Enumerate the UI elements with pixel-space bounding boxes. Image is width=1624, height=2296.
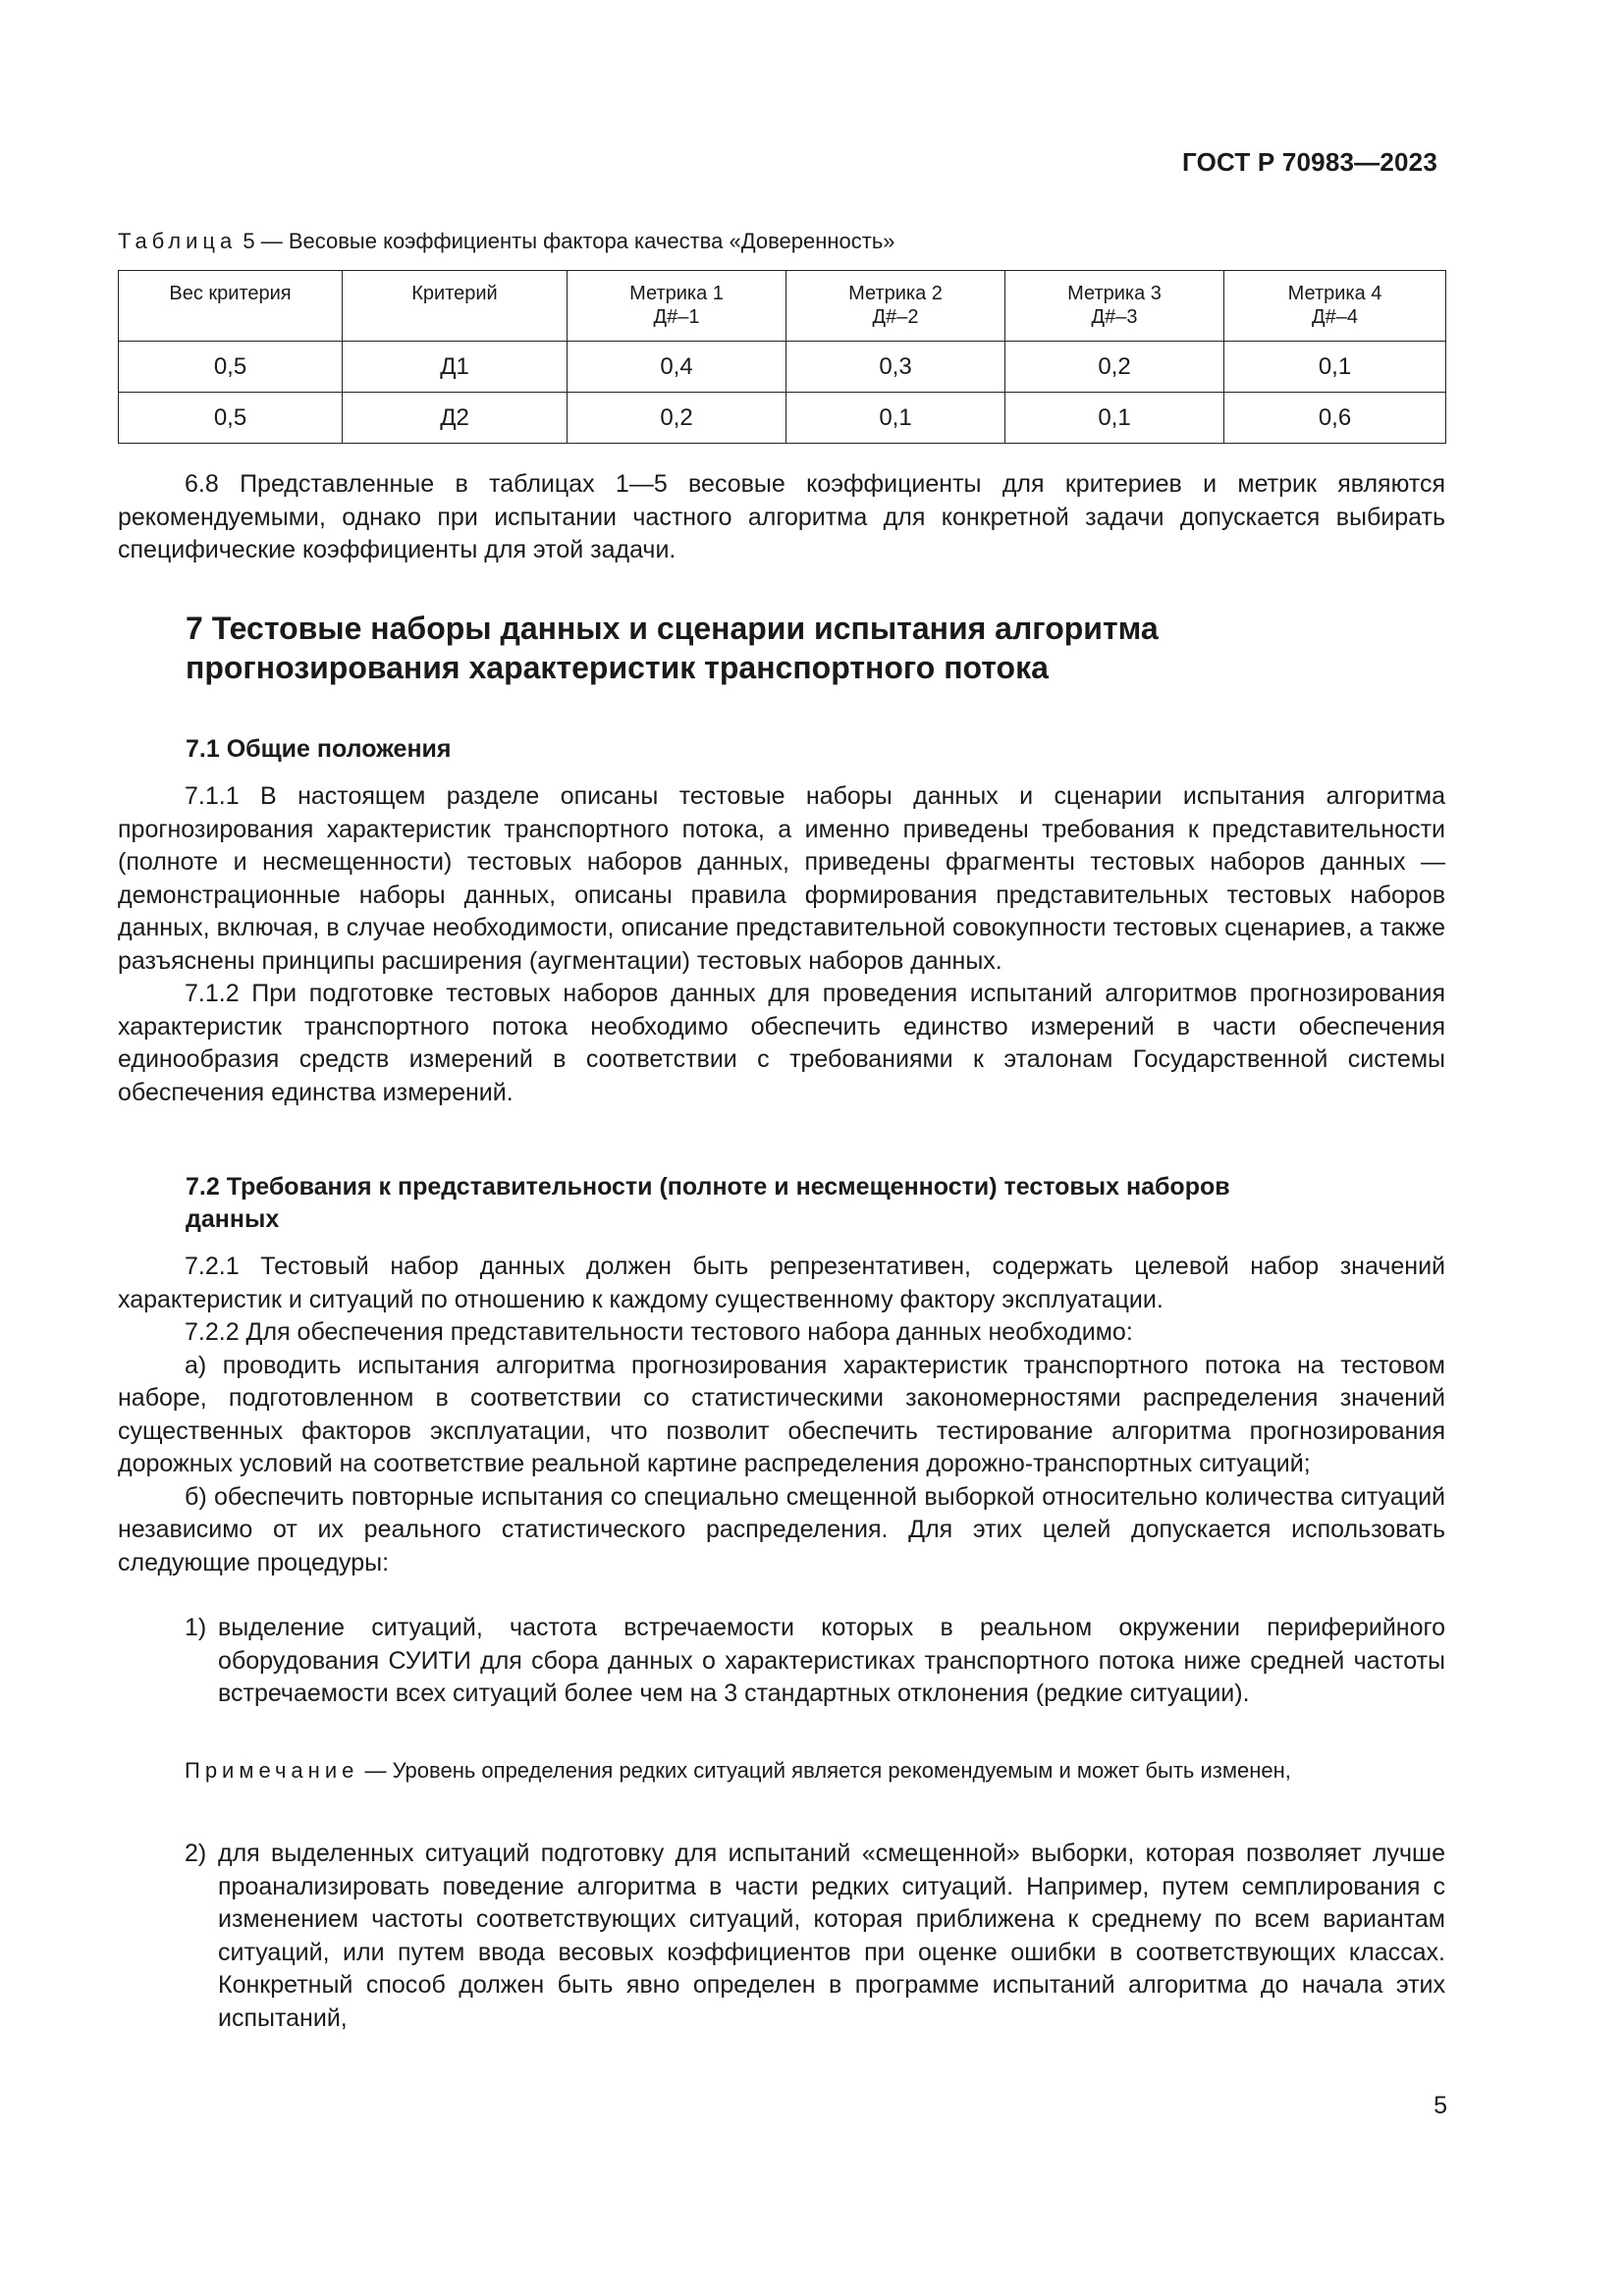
note-text: — Уровень определения редких ситуаций является рекомендуемым и может быть изменен,: [358, 1758, 1291, 1783]
section-7-2-body: [118, 1251, 1445, 1579]
table-cell: 0,6: [1224, 393, 1446, 444]
list-item-1: [185, 1612, 1445, 1711]
section-7-title: 7 Тестовые наборы данных и сценарии испытания алгоритма прогнозирования характеристик транспортного потока: [186, 611, 1159, 685]
paragraph-item-b: б) обеспечить повторные испытания со специально смещенной выборкой относительно количества ситуаций независимо от их реального статистического распределения. Для этих целей допускается использовать следующие процедуры:: [118, 1482, 1445, 1576]
table-cell: 0,1: [1224, 342, 1446, 393]
table-row: [119, 393, 1446, 444]
list-item-text: выделение ситуаций, частота встречаемости которых в реальном окружении периферийного оборудования СУИТИ для сбора данных о характеристиках транспортного потока ниже средней частоты встречаемости всех ситуаций более чем на 3 стандартных отклонения (редкие ситуации).: [218, 1614, 1445, 1707]
table-cell: Д2: [343, 393, 568, 444]
column-header-metric-3: Метрика 3 Д#–3: [1005, 271, 1224, 342]
paragraph-6-8: 6.8 Представленные в таблицах 1—5 весовые коэффициенты для критериев и метрик являются рекомендуемыми, однако при испытании частного алгоритма для конкретной задачи допускается выбирать специфические коэффициенты для этой задачи.: [118, 470, 1445, 563]
table-cell: 0,3: [786, 342, 1005, 393]
paragraph-7-1-2: 7.1.2 При подготовке тестовых наборов данных для проведения испытаний алгоритмов прогнозирования характеристик транспортного потока необходимо обеспечить единство измерений в части обеспечения единообразия средств измерений в соответствии с требованиями к эталонам Государственной системы обеспечения единства измерений.: [118, 980, 1445, 1106]
table-header-row: [119, 271, 1446, 342]
table-caption-label: Таблица: [118, 229, 238, 253]
paragraph-7-2-1: 7.2.1 Тестовый набор данных должен быть репрезентативен, содержать целевой набор значений характеристик и ситуаций по отношению к каждому существенному фактору эксплуатации.: [118, 1253, 1445, 1313]
table-cell: 0,5: [119, 393, 343, 444]
column-header-weight: Вес критерия: [119, 271, 343, 342]
table-cell: 0,2: [568, 393, 786, 444]
section-7-2-title: 7.2 Требования к представительности (полноте и несмещенности) тестовых наборов данных: [186, 1173, 1230, 1233]
paragraph-7-2-2: 7.2.2 Для обеспечения представительности тестового набора данных необходимо:: [185, 1318, 1133, 1346]
table-cell: 0,1: [1005, 393, 1224, 444]
paragraph-6-8-block: [118, 468, 1445, 567]
note-label: Примечание: [185, 1758, 359, 1783]
note: [118, 1756, 1445, 1786]
paragraph-7-1-1: 7.1.1 В настоящем разделе описаны тестовые наборы данных и сценарии испытания алгоритма прогнозирования характеристик транспортного потока, а именно приведены требования к представительности (полноте и несмещенности) тестовых наборов данных, приведены фрагменты тестовых наборов данных — демонстрационные наборы данных, описаны правила формирования представительных тестовых наборов данных, включая, в случае необходимости, описание представительной совокупности тестовых сценариев, а также разъяснены принципы расширения (аугментации) тестовых наборов данных.: [118, 782, 1445, 975]
column-header-metric-1: Метрика 1 Д#–1: [568, 271, 786, 342]
column-header-criterion: Критерий: [343, 271, 568, 342]
weights-table: [118, 270, 1446, 444]
table-caption-text: 5 — Весовые коэффициенты фактора качества «Доверенность»: [237, 229, 895, 253]
paragraph-item-a: а) проводить испытания алгоритма прогнозирования характеристик транспортного потока на тестовом наборе, подготовленном в соответствии со статистическими закономерностями распределения значений существенных факторов эксплуатации, что позволит обеспечить тестирование алгоритма прогнозирования дорожных условий на соответствие реальной картине распределения дорожно-транспортных ситуаций;: [118, 1351, 1445, 1477]
list-item-number: 1): [185, 1614, 207, 1641]
table-cell: Д1: [343, 342, 568, 393]
page-number: 5: [1434, 2092, 1447, 2119]
table-cell: 0,4: [568, 342, 786, 393]
table-cell: 0,1: [786, 393, 1005, 444]
table-cell: 0,5: [119, 342, 343, 393]
list-item-text: для выделенных ситуаций подготовку для испытаний «смещенной» выборки, которая позволяет лучше проанализировать поведение алгоритма в части редких ситуаций. Например, путем семплирования с изменением частоты соответствующих ситуаций, которая приближена к среднему по всем вариантам ситуаций, или путем ввода весовых коэффициентов при оценке ошибки в соответствующих классах. Конкретный способ должен быть явно определен в программе испытаний алгоритма до начала этих испытаний,: [218, 1840, 1445, 2032]
table-caption: [118, 229, 895, 254]
table-cell: 0,2: [1005, 342, 1224, 393]
list-item-number: 2): [185, 1840, 207, 1867]
document-designation: ГОСТ Р 70983—2023: [1182, 147, 1437, 177]
table-row: [119, 342, 1446, 393]
section-7-1-body: [118, 780, 1445, 1109]
column-header-metric-4: Метрика 4 Д#–4: [1224, 271, 1446, 342]
list-item-2: [185, 1838, 1445, 2035]
section-7-1-title: 7.1 Общие положения: [186, 735, 452, 763]
column-header-metric-2: Метрика 2 Д#–2: [786, 271, 1005, 342]
